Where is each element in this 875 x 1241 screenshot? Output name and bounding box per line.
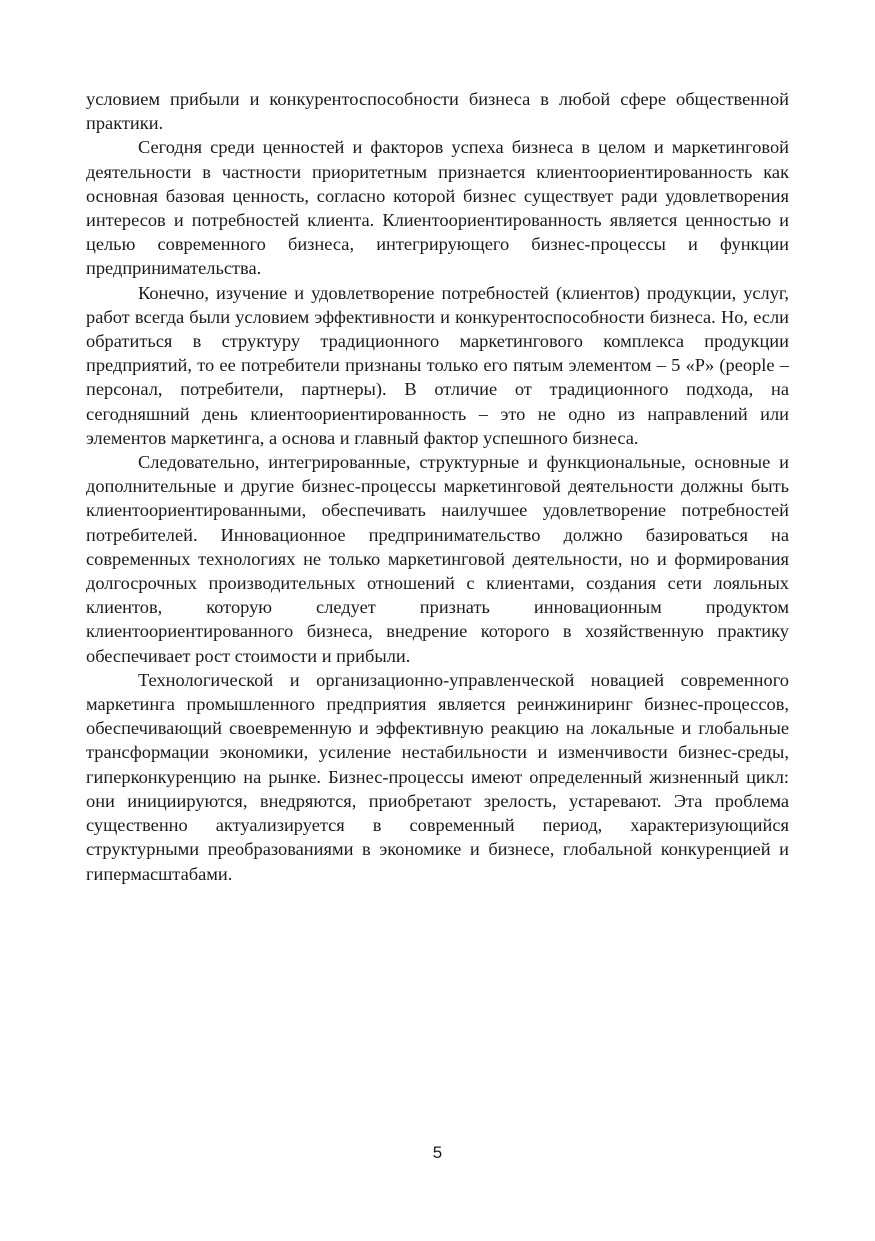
body-text [86, 87, 789, 886]
paragraph-reengineering: Технологической и организационно-управленческой новацией современного маркетинга промышленного предприятия является реинжиниринг бизнес-процессов, обеспечивающий своевременную и эффективную реакцию на локальные и глобальные трансформации экономики, усиление нестабильности и изменчивости бизнес-среды, гиперконкуренцию на рынке. Бизнес-процессы имеют определенный жизненный цикл: они инициируются, внедряются, приобретают зрелость, устаревают. Эта проблема существенно актуализируется в современный период, характеризующийся структурными преобразованиями в экономике и бизнесе, глобальной конкуренцией и гипермасштабами. [86, 669, 789, 884]
paragraph-needs-study: Конечно, изучение и удовлетворение потребностей (клиентов) продукции, услуг, работ всегда были условием эффективности и конкурентоспособности бизнеса. Но, если обратиться в структуру традиционного маркетингового комплекса продукции предприятий, то ее потребители признаны только его пятым элементом – 5 «P» (people – персонал, потребители, партнеры). В отличие от традиционного подхода, на сегодняшний день клиентоориентированность – это не одно из направлений или элементов маркетинга, а основа и главный фактор успешного бизнеса. [86, 282, 789, 448]
paragraph-continuation: условием прибыли и конкурентоспособности бизнеса в любой сфере общественной практики. [86, 89, 789, 134]
paragraph-client-orientation: Сегодня среди ценностей и факторов успеха бизнеса в целом и маркетинговой деятельности в частности приоритетным признается клиентоориентированность как основная базовая ценность, согласно которой бизнес существует ради удовлетворения интересов и потребностей клиента. Клиентоориентированность является ценностью и целью современного бизнеса, интегрирующего бизнес-процессы и функции предпринимательства. [86, 137, 789, 279]
paragraph-business-processes: Следовательно, интегрированные, структурные и функциональные, основные и дополнительные и другие бизнес-процессы маркетинговой деятельности должны быть клиентоориентированными, обеспечивать наилучшее удовлетворение потребностей потребителей. Инновационное предпринимательство должно базироваться на современных технологиях не только маркетинговой деятельности, но и формирования долгосрочных производительных отношений с клиентами, создания сети лояльных клиентов, которую следует признать инновационным продуктом клиентоориентированного бизнеса, внедрение которого в хозяйственную практику обеспечивает рост стоимости и прибыли. [86, 452, 789, 666]
page-number: 5 [432, 1143, 443, 1162]
